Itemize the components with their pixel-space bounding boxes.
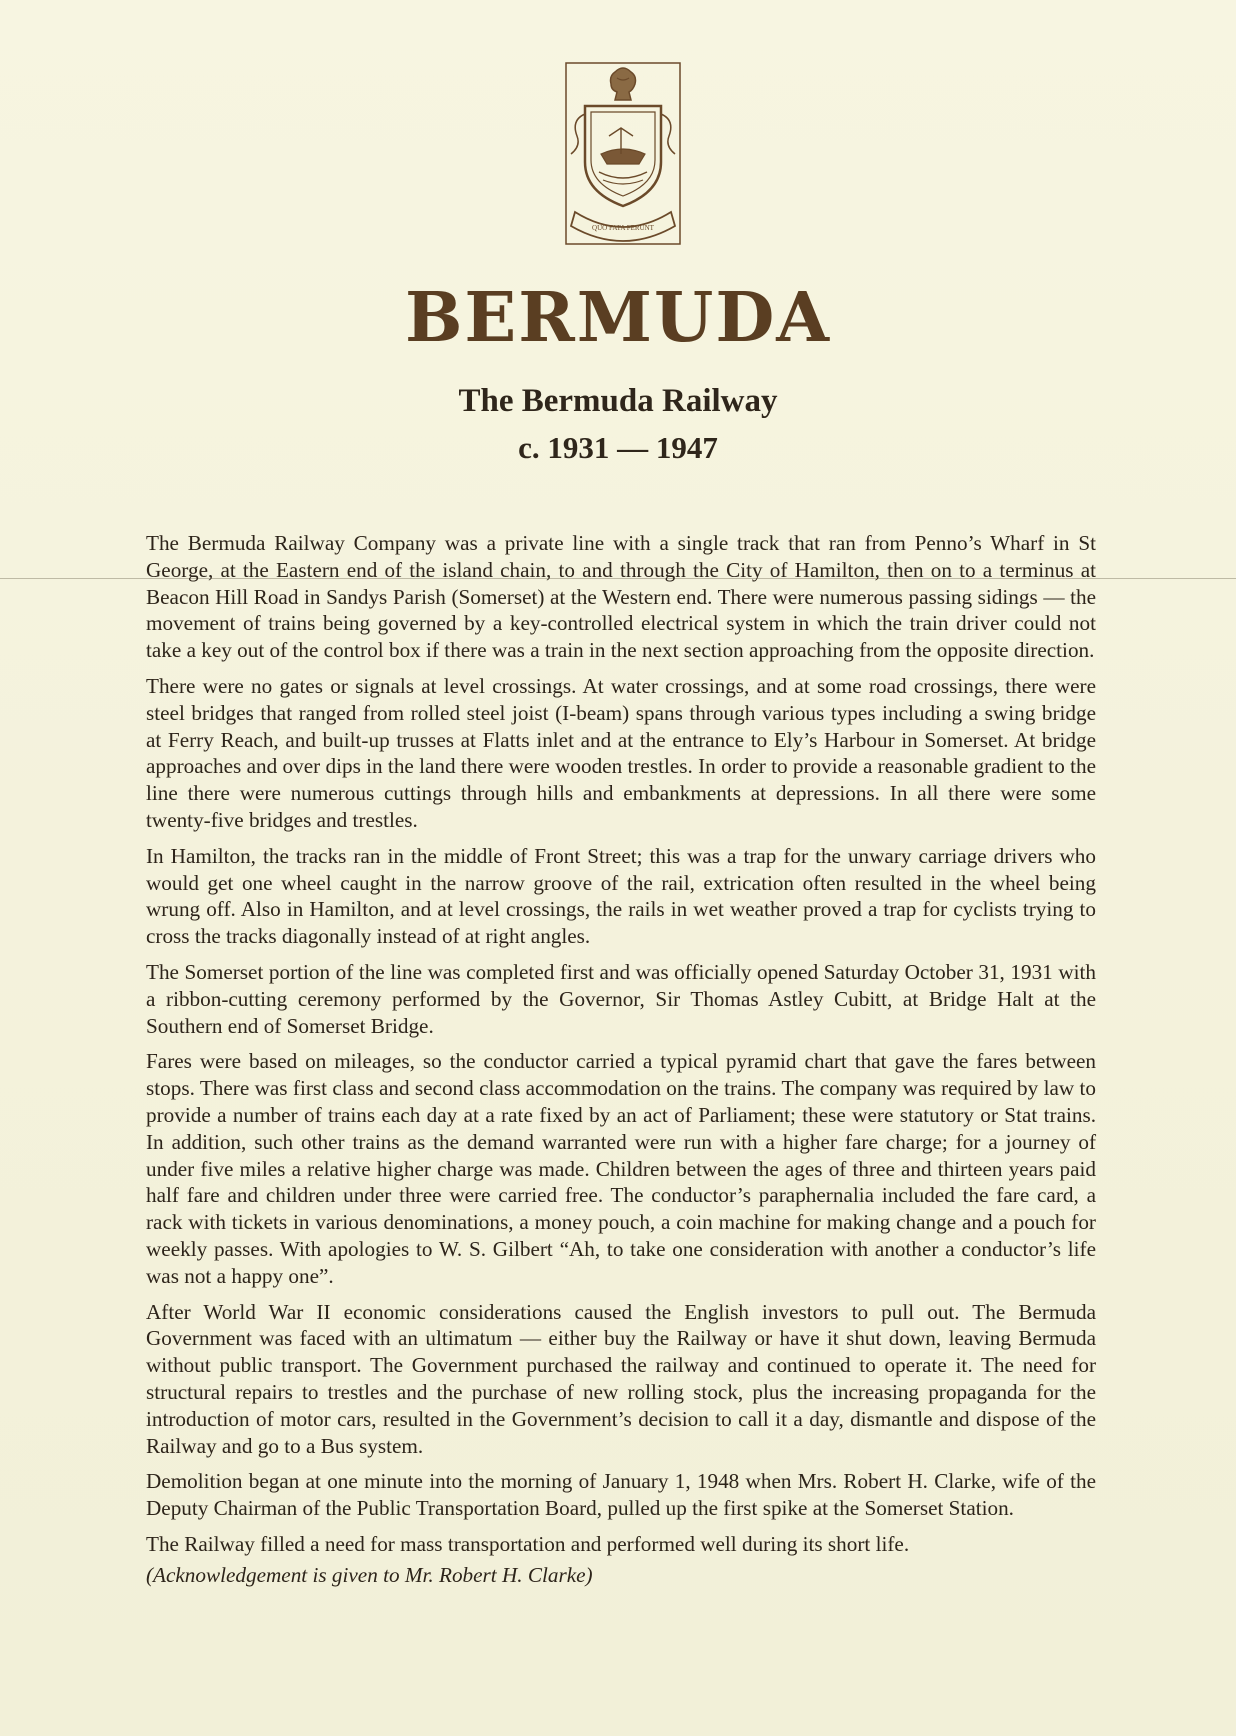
paragraph-hamilton: In Hamilton, the tracks ran in the middle of Front Street; this was a trap for the unwary carriage drivers who would get one wheel caught in the narrow groove of the rail, extrication often resulted in the wheel being wrung off. Also in Hamilton, and at level crossings, the rails in wet weather proved a trap for cyclists trying to cross the tracks diagonally instead of at right angles. <box>146 843 1096 949</box>
paragraph-closure: After World War II economic considerations caused the English investors to pull out. The Bermuda Government was faced with an ultimatum — either buy the Railway or have it shut down, leaving Bermuda without public transport. The Government purchased the railway and continued to operate it. The need for structural repairs to trestles and the purchase of new rolling stock, plus the increasing propaganda for the introduction of motor cars, resulted in the Government’s decision to call it a day, dismantle and dispose of the Railway and go to a Bus system. <box>146 1299 1096 1458</box>
acknowledgement: (Acknowledgement is given to Mr. Robert H. Clarke) <box>146 1562 593 1587</box>
paragraph-bridges: There were no gates or signals at level crossings. At water crossings, and at some road crossings, there were steel bridges that ranged from rolled steel joist (I-beam) spans through various types including a swing bridge at Ferry Reach, and built-up trusses at Flatts inlet and at the entrance to Ely’s Harbour in Somerset. At bridge approaches and over dips in the land there were wooden trestles. In order to provide a reasonable gradient to the line there were numerous cuttings through hills and embankments at depressions. In all there were some twenty-five bridges and trestles. <box>146 673 1096 832</box>
paragraph-conclusion: The Railway filled a need for mass transportation and performed well during its short life. <box>146 1531 910 1556</box>
paragraph-fares: Fares were based on mileages, so the conductor carried a typical pyramid chart that gave the fares between stops. There was first class and second class accommodation on the trains. The company was required by law to provide a number of trains each day at a rate fixed by an act of Parliament; these were statutory or Stat trains. In addition, such other trains as the demand warranted were run with a higher fare charge; for a journey of under five miles a relative higher charge was made. Children between the ages of three and thirteen years paid half fare and children under three were carried free. The conductor’s paraphernalia included the fare card, a rack with tickets in various denominations, a money pouch, a coin machine for making change and a pouch for weekly passes. With apologies to W. S. Gilbert “Ah, to take one consideration with another a conductor’s life was not a happy one”. <box>146 1049 1096 1288</box>
bermuda-coat-of-arms-icon <box>565 62 681 245</box>
page-title: BERMUDA <box>404 278 832 358</box>
paragraph-opening: The Somerset portion of the line was completed first and was officially opened Saturday October 31, 1931 with a ribbon-cutting ceremony performed by the Governor, Sir Thomas Astley Cubitt, at Bridge Halt at the Southern end of Somerset Bridge. <box>146 959 1096 1038</box>
document-years: c. 1931 — 1947 <box>518 430 718 465</box>
paragraph-route: The Bermuda Railway Company was a private line with a single track that ran from Penno’s Wharf in St George, at the Eastern end of the island chain, to and through the City of Hamilton, then on to a terminus at Beacon Hill Road in Sandys Parish (Somerset) at the Western end. There were numerous passing sidings — the movement of trains being governed by a key-controlled electrical system in which the train driver could not take a key out of the control box if there was a train in the next section approaching from the opposite direction. <box>146 531 1096 663</box>
reverse-side-show-through <box>320 48 330 95</box>
paragraph-demolition: Demolition began at one minute into the morning of January 1, 1948 when Mrs. Robert H. Clarke, wife of the Deputy Chairman of the Public Transportation Board, pulled up the first spike at the Somerset Station. <box>146 1469 1096 1521</box>
document-body <box>146 530 1096 1597</box>
document-subtitle: The Bermuda Railway <box>458 383 778 419</box>
crest-motto: QUO FATA FERUNT <box>592 224 654 232</box>
